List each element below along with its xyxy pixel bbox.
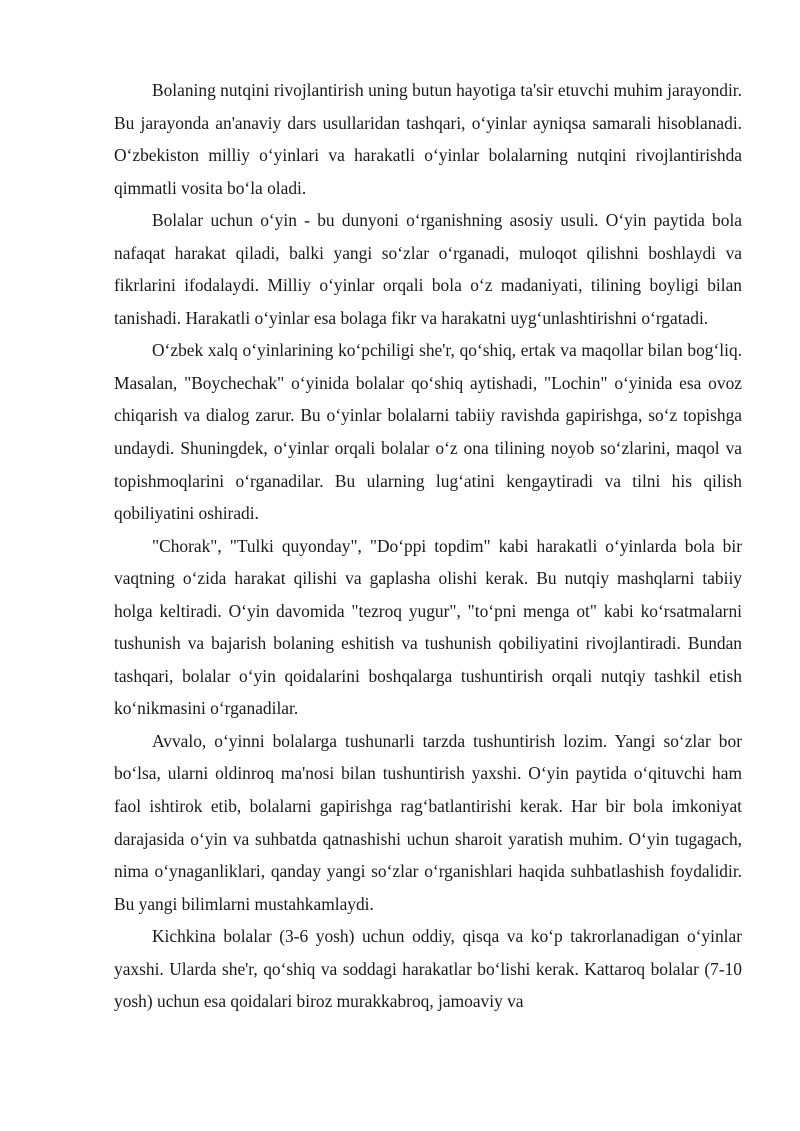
paragraph-6: Kichkina bolalar (3-6 yosh) uchun oddiy, qisqa va ko‘p takrorlanadigan o‘yinlar yaxshi. Ularda she'r, qo‘shiq va soddagi harakatlar bo‘lishi kerak. Kattaroq bolalar (7-10 yosh) uchun esa qoidalari biroz murakkabroq, jamoaviy va — [114, 926, 742, 1012]
paragraph-2: Bolalar uchun o‘yin - bu dunyoni o‘rganishning asosiy usuli. O‘yin paytida bola nafaqat harakat qiladi, balki yangi so‘zlar o‘rganadi, muloqot qilishni boshlaydi va fikrlarini ifodalaydi. Milliy o‘yinlar orqali bola o‘z madaniyati, tilining boyligi bilan tanishadi. Harakatli o‘yinlar esa bolaga fikr va harakatni uyg‘unlashtirishni o‘rgatadi. — [114, 210, 742, 328]
paragraph-3: O‘zbek xalq o‘yinlarining ko‘pchiligi she'r, qo‘shiq, ertak va maqollar bilan bog‘liq. Masalan, "Boychechak" o‘yinida bolalar qo‘shiq aytishadi, "Lochin" o‘yinida esa ovoz chiqarish va dialog zarur. Bu o‘yinlar bolalarni tabiiy ravishda gapirishga, so‘z topishga undaydi. Shuningdek, o‘yinlar orqali bolalar o‘z ona tilining noyob so‘zlarini, maqol va topishmoqlarini o‘rganadilar. Bu ularning lug‘atini kengaytiradi va tilni his qilish qobiliyatini oshiradi. — [114, 340, 742, 524]
paragraph-1: Bolaning nutqini rivojlantirish uning butun hayotiga ta'sir etuvchi muhim jarayondir. Bu jarayonda an'anaviy dars usullaridan tashqari, o‘yinlar ayniqsa samarali hisoblanadi. O‘zbekiston milliy o‘yinlari va harakatli o‘yinlar bolalarning nutqini rivojlantirishda qimmatli vosita bo‘la oladi. — [114, 80, 742, 198]
paragraph-5: Avvalo, o‘yinni bolalarga tushunarli tarzda tushuntirish lozim. Yangi so‘zlar bor bo‘lsa, ularni oldinroq ma'nosi bilan tushuntirish yaxshi. O‘yin paytida o‘qituvchi ham faol ishtirok etib, bolalarni gapirishga rag‘batlantirishi kerak. Har bir bola imkoniyat darajasida o‘yin va suhbatda qatnashishi uchun sharoit yaratish muhim. O‘yin tugagach, nima o‘ynaganliklari, qanday yangi so‘zlar o‘rganishlari haqida suhbatlashish foydalidir. Bu yangi bilimlarni mustahkamlaydi. — [114, 730, 742, 914]
paragraph-4: "Chorak", "Tulki quyonday", "Do‘ppi topdim" kabi harakatli o‘yinlarda bola bir vaqtning o‘zida harakat qilishi va gaplasha olishi kerak. Bu nutqiy mashqlarni tabiiy holga keltiradi. O‘yin davomida "tezroq yugur", "to‘pni menga ot" kabi ko‘rsatmalarni tushunish va bajarish bolaning eshitish va tushunish qobiliyatini rivojlantiradi. Bundan tashqari, bolalar o‘yin qoidalarini boshqalarga tushuntirish orqali nutqiy tashkil etish ko‘nikmasini o‘rganadilar. — [114, 535, 742, 719]
document-page — [114, 74, 742, 1018]
